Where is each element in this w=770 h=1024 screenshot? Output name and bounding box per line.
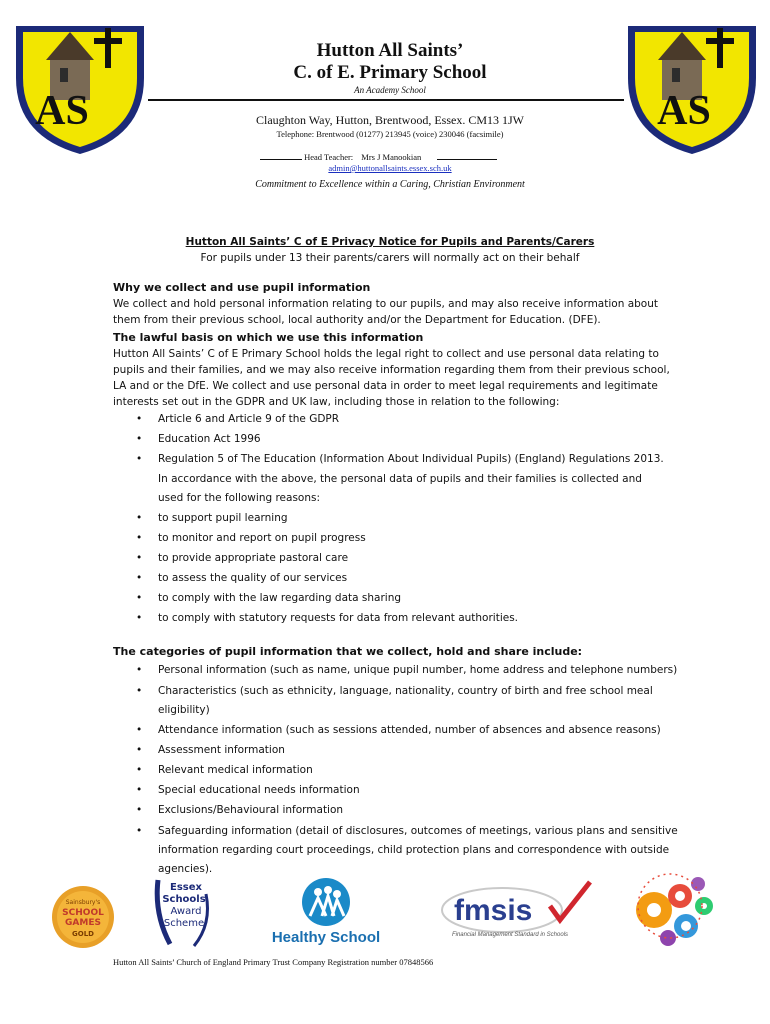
notice-title: Hutton All Saints’ C of E Privacy Notice for Pupils and Parents/Carers bbox=[185, 236, 595, 248]
legal-continuation-text: In accordance with the above, the personal data of pupils and their families is collected and used for the following reasons: bbox=[158, 473, 642, 504]
head-teacher-name: Mrs J Manookian bbox=[361, 152, 422, 162]
list-item: • to support pupil learning bbox=[136, 512, 288, 524]
svg-text:Essex: Essex bbox=[170, 882, 202, 893]
list-item: • Safeguarding information (detail of disclosures, outcomes of meetings, various plans and sensitive information regarding court proceedings, child protection plans and correspondence with outside agencies). bbox=[136, 825, 678, 875]
section-text-why: We collect and hold personal information relating to our pupils, and may also receive information about them from their previous school, local authority and/or the Department for Education. (DFE). bbox=[113, 298, 658, 326]
school-email-link[interactable]: admin@huttonallsaints.essex.sch.uk bbox=[328, 163, 452, 173]
crest-letters-right: AS bbox=[657, 88, 711, 134]
list-item: • Regulation 5 of The Education (Information About Individual Pupils) (England) Regulations 2013. bbox=[136, 453, 664, 465]
gears-partnership-logo bbox=[624, 866, 716, 950]
list-item: • Education Act 1996 bbox=[136, 433, 261, 445]
crest-letters: AS bbox=[35, 88, 89, 134]
list-item: • Relevant medical information bbox=[136, 764, 313, 776]
section-text-lawful: Hutton All Saints’ C of E Primary School holds the legal right to collect and use personal data relating to pupils and their families, and we may also receive information regarding them from their previous school, LA and or the DfE. We collect and use personal data in order to meet legal requirements and legitimate interests set out in the GDPR and UK law, including those in relation to the following: bbox=[113, 348, 670, 408]
head-teacher-line bbox=[260, 152, 520, 162]
list-item: • to provide appropriate pastoral care bbox=[136, 552, 349, 564]
svg-text:GAMES: GAMES bbox=[65, 918, 101, 928]
fmsis-logo bbox=[440, 876, 600, 940]
list-item: • to assess the quality of our services bbox=[136, 572, 348, 584]
notice-subtitle: For pupils under 13 their parents/carers will normally act on their behalf bbox=[200, 252, 580, 264]
svg-text:Scheme: Scheme bbox=[163, 918, 205, 929]
svg-text:GOLD: GOLD bbox=[72, 930, 94, 938]
svg-text:Schools: Schools bbox=[162, 894, 206, 905]
school-crest-right bbox=[622, 18, 762, 158]
list-item: • Characteristics (such as ethnicity, language, nationality, country of birth and free school meal eligibility) bbox=[136, 685, 653, 716]
svg-text:Healthy School: Healthy School bbox=[271, 929, 381, 946]
school-motto: Commitment to Excellence within a Caring, Christian Environment bbox=[255, 179, 525, 190]
svg-text:fmsis: fmsis bbox=[454, 894, 533, 927]
list-item: • Assessment information bbox=[136, 744, 285, 756]
svg-text:Award: Award bbox=[170, 906, 202, 917]
head-teacher-label: Head Teacher: bbox=[304, 152, 354, 162]
svg-text:SCHOOL: SCHOOL bbox=[62, 908, 104, 918]
school-games-gold-logo bbox=[50, 884, 116, 950]
list-item: • to comply with the law regarding data sharing bbox=[136, 592, 402, 604]
svg-text:Financial Management Standard: Financial Management Standard in Schools bbox=[451, 932, 569, 938]
academy-subtitle: An Academy School bbox=[354, 85, 426, 95]
section-heading-why: Why we collect and use pupil information bbox=[113, 281, 371, 294]
school-crest-left bbox=[10, 18, 150, 158]
list-item: • Special educational needs information bbox=[136, 784, 360, 796]
list-item: • Article 6 and Article 9 of the GDPR bbox=[136, 413, 340, 425]
section-heading-lawful: The lawful basis on which we use this information bbox=[113, 331, 424, 344]
school-name-line1: Hutton All Saints’ bbox=[316, 40, 464, 61]
list-item: • to comply with statutory requests for data from relevant authorities. bbox=[136, 612, 519, 624]
list-item: • Exclusions/Behavioural information bbox=[136, 804, 344, 816]
school-name-line2: C. of E. Primary School bbox=[293, 62, 487, 83]
essex-schools-award-logo bbox=[150, 874, 230, 950]
school-address: Claughton Way, Hutton, Brentwood, Essex. CM13 1JW bbox=[255, 113, 525, 127]
school-telephone: Telephone: Brentwood (01277) 213945 (voice) 230046 (facsimile) bbox=[276, 129, 504, 139]
list-item: • Personal information (such as name, unique pupil number, home address and telephone numbers) bbox=[136, 664, 678, 676]
list-item: • Attendance information (such as sessions attended, number of absences and absence reasons) bbox=[136, 724, 661, 736]
healthy-school-logo bbox=[270, 876, 382, 946]
header-rule bbox=[148, 99, 624, 101]
svg-text:Sainsbury's: Sainsbury's bbox=[65, 899, 101, 906]
footer-registration: Hutton All Saints’ Church of England Primary Trust Company Registration number 07848566 bbox=[113, 957, 434, 967]
list-item: • to monitor and report on pupil progress bbox=[136, 532, 366, 544]
section-heading-categories: The categories of pupil information that we collect, hold and share include: bbox=[113, 645, 583, 658]
